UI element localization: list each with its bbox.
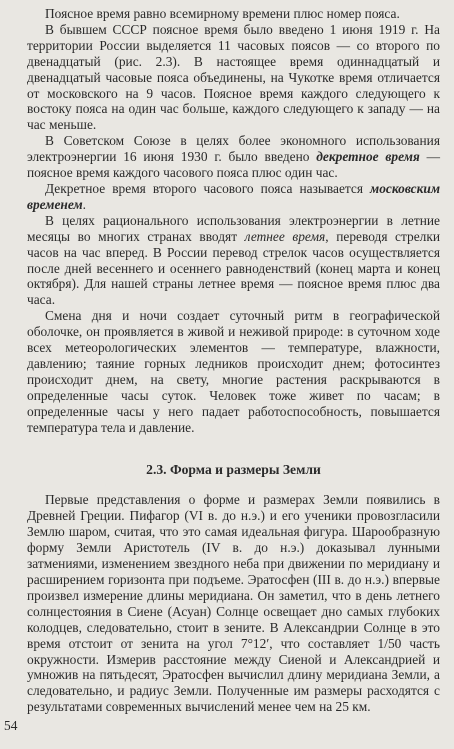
paragraph-ussr-zones <box>27 22 440 133</box>
paragraph-summer-time <box>27 213 440 308</box>
text: , переводя стрелки часов на час вперед. В России перевод стрелок часов осуществляется после дней весеннего и осеннего равноденствий (конец марта и конец октября). Для нашей страны летнее время — поясное время плюс два часа. <box>27 228 441 308</box>
paragraph-decree-time <box>27 133 440 181</box>
text: Декретное время второго часового пояса называется <box>45 180 371 196</box>
text: В Советском Союзе в целях более экономного использования электроэнергии 16 июня 1930 г. было введено <box>27 133 440 165</box>
text: Первые представления о форме и размерах Земли появились в Древней Греции. Пифагор (VI в. до н.э.) и его ученики провозгласили Землю шаром, считая, что это самая идеальная фигура. Шарообразную форму Земли Аристотель (IV в. до н.э.) доказывал лунными затмениями, изменением звездного неба при движении по меридиану и расширением горизонта при подъеме. Эратосфен (III в. до н.э.) впервые произвел измерение длины меридиана. Он заметил, что в день летнего солнцестояния в Сиене (Асуан) Солнце освещает дно самых глубоких колодцев, следовательно, стоит в зените. В Александрии Солнце в это время отстоит от зенита на угол 7°12′, что составляет 1/50 часть окружности. Измерив расстояние между Сиеной и Александрией и умножив на пятьдесят, Эратосфен вычислил длину меридиана Земли, а следовательно, и радиус Земли. Полученные им размеры расходятся с результатами современных вычислений менее чем на 25 км. <box>27 492 440 715</box>
term-summer-time: летнее время <box>244 228 326 244</box>
section-heading: 2.3. Форма и размеры Земли <box>146 462 321 478</box>
text: . <box>82 196 86 212</box>
text: В целях рационального использования электроэнергии в летние месяцы во многих странах вводят <box>27 212 440 244</box>
text: Смена дня и ночи создает суточный ритм в географической оболочке, он проявляется в живой и неживой природе: в суточном ходе всех метеорологических элементов — температуре, влажности, давлению; таяние горных ледников происходит днем; фотосинтез происходит днем, на свету, многие растения раскрываются в определенные часы суток. Человек тоже живет по часам; в определенные часы у него падает работоспособность, повышается температура тела и давление. <box>27 308 440 435</box>
text: — поясное время каждого часового пояса плюс один час. <box>27 149 441 181</box>
paragraph-daily-rhythm <box>27 308 440 435</box>
text: В бывшем СССР поясное время было введено 1 июня 1919 г. На территории России выделяется 11 часовых поясов — со второго по двенадцатый (рис. 2.3). В настоящее время одиннадцатый и двенадцатый часовые пояса объединены, на Чукотке время отличается от московского на 9 часов. Поясное время каждого следующего к востоку пояса на один час больше, каждого следующего к западу — на час меньше. <box>27 21 440 133</box>
text: Поясное время равно всемирному времени плюс номер пояса. <box>45 6 400 21</box>
term-decree-time: декретное время <box>316 149 420 165</box>
paragraph-earth-shape <box>27 492 440 715</box>
paragraph-moscow-time <box>27 181 440 213</box>
paragraph-zone-time-rule <box>27 6 440 22</box>
term-moscow-time: московским временем <box>27 180 440 212</box>
page-number: 54 <box>4 718 18 733</box>
